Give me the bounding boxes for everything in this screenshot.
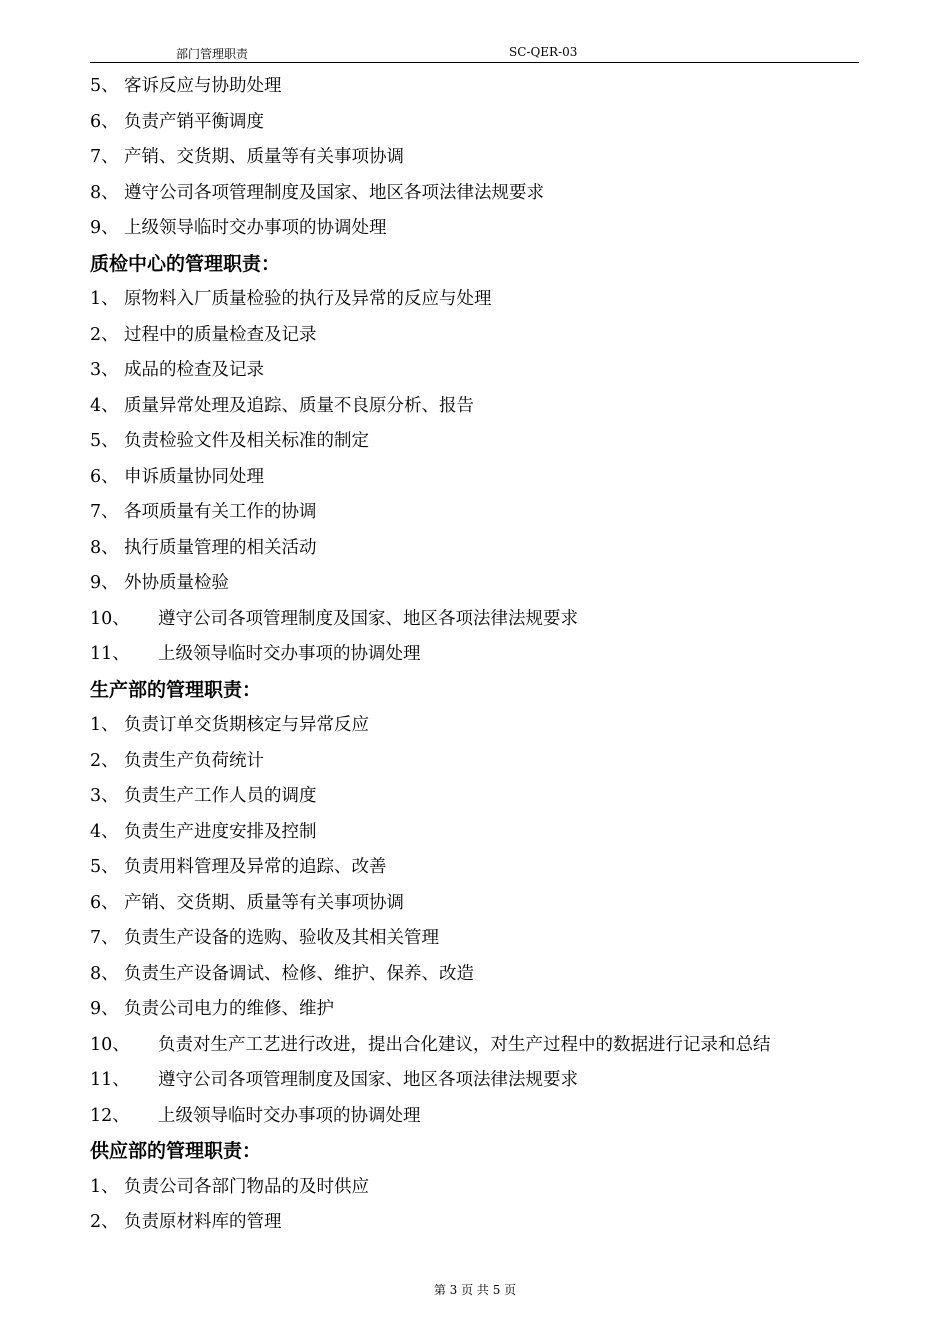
list-item-number: 8、 bbox=[90, 182, 119, 203]
header-title: 部门管理职责 bbox=[176, 47, 249, 61]
list-item bbox=[90, 957, 890, 993]
list-item bbox=[90, 211, 890, 247]
list-item-number: 6、 bbox=[90, 466, 119, 487]
list-item-number: 7、 bbox=[90, 502, 119, 522]
list-item bbox=[90, 495, 890, 531]
list-item bbox=[90, 1099, 890, 1135]
list-item-number: 2、 bbox=[90, 750, 119, 771]
list-item-number: 5、 bbox=[90, 857, 119, 877]
list-item bbox=[90, 105, 890, 141]
page-header bbox=[90, 44, 859, 63]
list-item-text: 申诉质量协同处理 bbox=[124, 466, 264, 487]
section-heading: 质检中心的管理职责： bbox=[90, 252, 281, 275]
list-item-number: 10、 bbox=[90, 608, 130, 629]
list-item-text: 负责检验文件及相关标准的制定 bbox=[124, 431, 369, 451]
list-item-text: 上级领导临时交办事项的协调处理 bbox=[158, 1105, 421, 1126]
list-item-number: 10、 bbox=[90, 1034, 130, 1055]
list-item-text: 负责公司各部门物品的及时供应 bbox=[124, 1176, 369, 1197]
list-item-text: 负责原材料库的管理 bbox=[124, 1212, 282, 1232]
list-item-text: 质量异常处理及追踪、质量不良原分析、报告 bbox=[124, 395, 474, 416]
list-item bbox=[90, 744, 890, 780]
list-item-number: 6、 bbox=[90, 892, 119, 913]
list-item bbox=[90, 1170, 890, 1206]
list-item bbox=[90, 921, 890, 957]
list-item bbox=[90, 424, 890, 460]
list-item-number: 4、 bbox=[90, 395, 119, 416]
list-item-text: 客诉反应与协助处理 bbox=[124, 76, 282, 96]
list-item-number: 9、 bbox=[90, 999, 119, 1019]
list-item bbox=[90, 318, 890, 354]
list-item bbox=[90, 602, 890, 638]
list-item-text: 遵守公司各项管理制度及国家、地区各项法律法规要求 bbox=[158, 608, 578, 629]
list-item-text: 各项质量有关工作的协调 bbox=[124, 502, 317, 522]
list-item-number: 8、 bbox=[90, 537, 119, 558]
list-item-text: 执行质量管理的相关活动 bbox=[124, 537, 317, 558]
list-item bbox=[90, 1063, 890, 1099]
section-heading: 生产部的管理职责： bbox=[90, 678, 262, 701]
list-item-text: 负责生产设备调试、检修、维护、保养、改造 bbox=[124, 963, 474, 984]
list-item-text: 遵守公司各项管理制度及国家、地区各项法律法规要求 bbox=[124, 182, 544, 203]
list-item bbox=[90, 850, 890, 886]
list-item-number: 11、 bbox=[90, 644, 130, 664]
list-item-text: 负责生产负荷统计 bbox=[124, 750, 264, 771]
list-item bbox=[90, 140, 890, 176]
list-item-text: 负责生产工作人员的调度 bbox=[124, 786, 317, 806]
list-item bbox=[90, 637, 890, 673]
list-item-text: 遵守公司各项管理制度及国家、地区各项法律法规要求 bbox=[158, 1070, 578, 1090]
page-footer: 第 3 页 共 5 页 bbox=[433, 1283, 517, 1297]
list-item-text: 过程中的质量检查及记录 bbox=[124, 324, 317, 345]
list-item-text: 负责用料管理及异常的追踪、改善 bbox=[124, 857, 387, 877]
list-item-text: 负责订单交货期核定与异常反应 bbox=[124, 715, 369, 735]
list-item bbox=[90, 886, 890, 922]
list-item-number: 8、 bbox=[90, 963, 119, 984]
list-item bbox=[90, 1205, 890, 1241]
list-item bbox=[90, 389, 890, 425]
list-item-text: 成品的检查及记录 bbox=[124, 360, 264, 380]
list-item-number: 3、 bbox=[90, 786, 119, 806]
list-item bbox=[90, 282, 890, 318]
list-item-text: 上级领导临时交办事项的协调处理 bbox=[124, 218, 387, 238]
list-item bbox=[90, 176, 890, 212]
list-item-number: 12、 bbox=[90, 1105, 130, 1126]
list-item-text: 负责生产设备的选购、验收及其相关管理 bbox=[124, 928, 439, 948]
list-item-number: 1、 bbox=[90, 715, 119, 735]
list-item bbox=[90, 1028, 890, 1064]
list-item-number: 6、 bbox=[90, 111, 119, 132]
list-item-number: 7、 bbox=[90, 928, 119, 948]
list-item-text: 产销、交货期、质量等有关事项协调 bbox=[124, 147, 404, 167]
list-item-number: 2、 bbox=[90, 1212, 119, 1232]
list-item-number: 1、 bbox=[90, 289, 119, 309]
header-doc-code: SC-QER-03 bbox=[509, 45, 578, 59]
list-item bbox=[90, 566, 890, 602]
list-item bbox=[90, 779, 890, 815]
list-item-number: 1、 bbox=[90, 1176, 119, 1197]
list-item-number: 3、 bbox=[90, 360, 119, 380]
list-item-number: 11、 bbox=[90, 1070, 130, 1090]
list-item-text: 产销、交货期、质量等有关事项协调 bbox=[124, 892, 404, 913]
list-item bbox=[90, 708, 890, 744]
section-heading: 供应部的管理职责： bbox=[90, 1140, 262, 1162]
list-item-number: 5、 bbox=[90, 431, 119, 451]
list-item-text: 外协质量检验 bbox=[124, 573, 229, 593]
list-item-text: 上级领导临时交办事项的协调处理 bbox=[158, 644, 421, 664]
list-item bbox=[90, 992, 890, 1028]
list-item bbox=[90, 69, 890, 105]
list-item-text: 负责对生产工艺进行改进，提出合化建议，对生产过程中的数据进行记录和总结 bbox=[158, 1034, 771, 1055]
document-body bbox=[90, 69, 890, 1241]
list-item-text: 负责产销平衡调度 bbox=[124, 111, 264, 132]
list-item-number: 9、 bbox=[90, 218, 119, 238]
list-item bbox=[90, 460, 890, 496]
list-item bbox=[90, 815, 890, 851]
list-item bbox=[90, 531, 890, 567]
list-item-text: 原物料入厂质量检验的执行及异常的反应与处理 bbox=[124, 289, 492, 309]
list-item-number: 2、 bbox=[90, 324, 119, 345]
list-item-text: 负责公司电力的维修、维护 bbox=[124, 999, 334, 1019]
list-item-number: 5、 bbox=[90, 76, 119, 96]
list-item-number: 9、 bbox=[90, 573, 119, 593]
list-item-text: 负责生产进度安排及控制 bbox=[124, 821, 317, 842]
list-item bbox=[90, 353, 890, 389]
list-item-number: 4、 bbox=[90, 821, 119, 842]
list-item-number: 7、 bbox=[90, 147, 119, 167]
